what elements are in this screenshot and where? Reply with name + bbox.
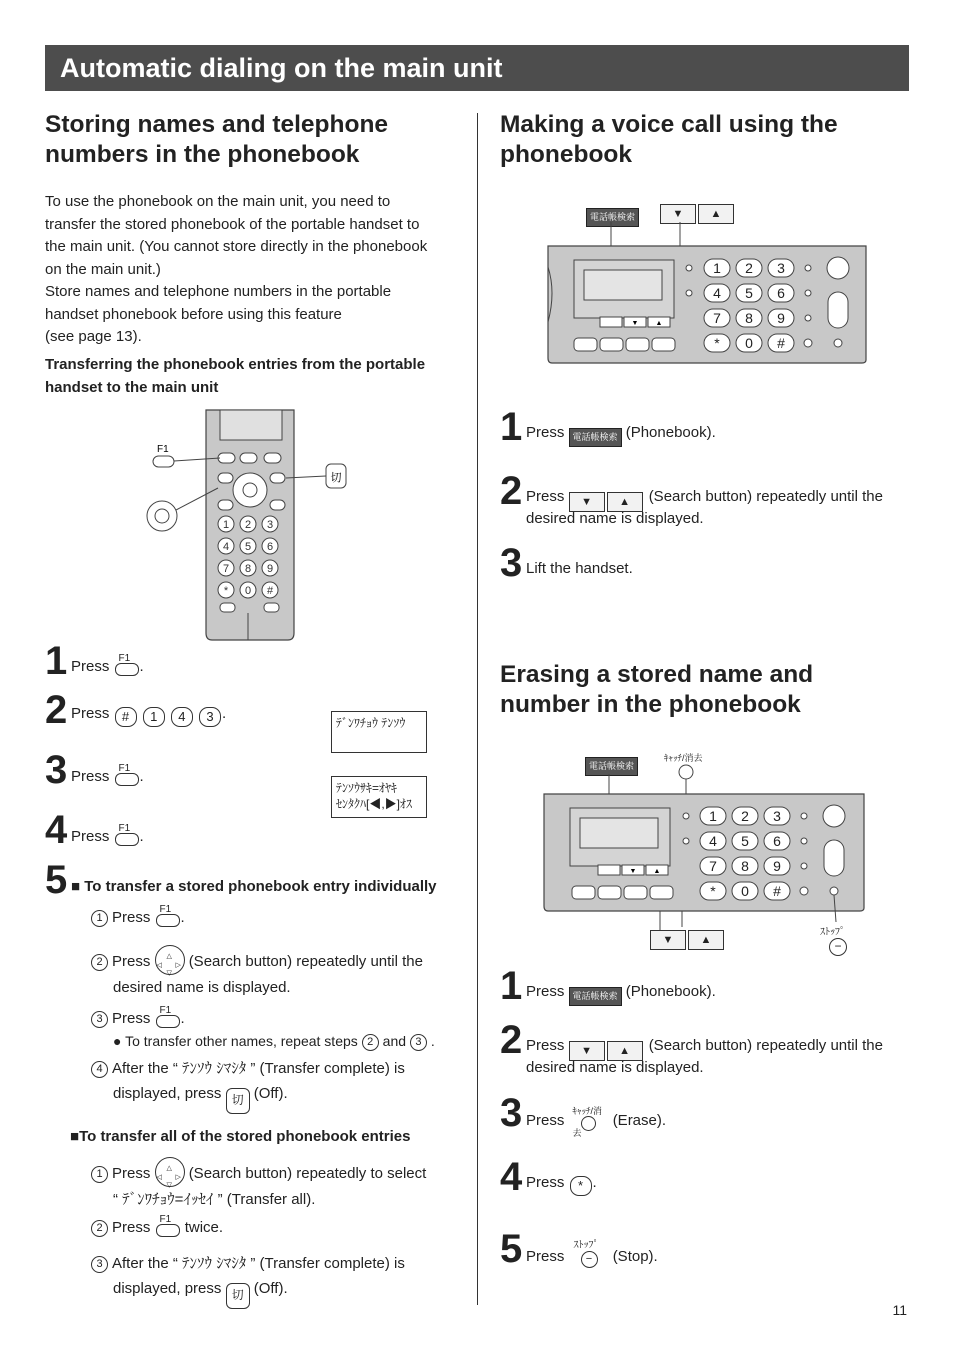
all-heading-text: To transfer all of the stored phonebook entries — [79, 1128, 411, 1145]
substep-number: 3 — [91, 1256, 108, 1273]
intro-line: To use the phonebook on the main unit, you need to — [45, 193, 391, 210]
catch-erase-label: ｷｬｯﾁ/消去 — [664, 753, 703, 763]
svg-text:9: 9 — [266, 563, 274, 575]
step-text — [526, 1240, 658, 1268]
search-down-label: ▼ — [650, 930, 686, 950]
svg-text:3: 3 — [777, 260, 785, 276]
search-down-label: ▼ — [569, 492, 605, 512]
intro-line: transfer the stored phonebook of the portable handset to — [45, 215, 420, 233]
substep — [91, 945, 461, 999]
search-up-label: ▲ — [607, 1041, 643, 1061]
svg-text:8: 8 — [244, 563, 252, 575]
step-number: 4 — [45, 808, 68, 852]
substep-suffix: . — [180, 909, 185, 926]
substep-number: 2 — [91, 954, 108, 971]
f1-button[interactable] — [114, 654, 140, 676]
stop-button[interactable]: ｽﾄｯﾌﾟ − — [569, 1244, 609, 1266]
svg-text:3: 3 — [266, 519, 274, 531]
f1-button[interactable] — [155, 1006, 181, 1028]
substep-note: ● To transfer other names, repeat steps 2 and 3 . — [113, 1033, 435, 1049]
step-number: 3 — [45, 748, 68, 792]
step-text: Press F1 . — [71, 764, 144, 788]
substep — [91, 1058, 461, 1114]
step-number: 3 — [500, 541, 523, 585]
search-up-label: ▲ — [698, 204, 734, 224]
svg-text:4: 4 — [713, 285, 721, 301]
step-text — [526, 981, 716, 1006]
step-suffix: (Search button) repeatedly until the — [648, 1037, 883, 1054]
step-number: 5 — [500, 1227, 523, 1271]
svg-text:▲: ▲ — [653, 868, 661, 875]
step-number: 1 — [500, 964, 523, 1008]
svg-text:1: 1 — [222, 519, 230, 531]
step-text — [526, 422, 716, 447]
substep-label: After the “ ﾃﾝｿｳ ｼﾏｼﾀ ” (Transfer complete) is — [112, 1255, 405, 1272]
phonebook-label: 電話帳検索 — [586, 208, 639, 227]
step-number: 2 — [45, 688, 68, 732]
step-label: Press — [526, 983, 565, 1000]
step-ref: 2 — [362, 1034, 379, 1051]
substep-suffix: . — [180, 1010, 185, 1027]
key-4[interactable]: 4 — [171, 707, 193, 727]
step-line2: desired name is displayed. — [526, 1059, 704, 1076]
intro-line: on the main unit.) — [45, 260, 161, 278]
search-button[interactable] — [569, 490, 645, 508]
substep-label: After the “ ﾃﾝｿｳ ｼﾏｼﾀ ” (Transfer complete) is — [112, 1060, 405, 1077]
svg-text:8: 8 — [741, 858, 749, 874]
step-label: Press — [526, 488, 565, 505]
individual-heading: To transfer a stored phonebook entry individually — [84, 878, 437, 895]
svg-text:#: # — [777, 335, 785, 351]
step-text — [526, 1106, 667, 1138]
step-text — [526, 1172, 597, 1196]
svg-text:7: 7 — [222, 563, 230, 575]
f1-button[interactable] — [114, 764, 140, 786]
intro-line: (see page 13). — [45, 328, 142, 345]
f1-label: F1 — [118, 763, 131, 774]
svg-text:5: 5 — [244, 541, 252, 553]
star-key[interactable]: * — [570, 1176, 592, 1196]
intro-line: the main unit. (You cannot store directly in the phonebook — [45, 238, 428, 255]
svg-text:#: # — [266, 585, 274, 597]
substep-label: Press — [112, 1219, 151, 1236]
off-button[interactable]: 切 — [226, 1283, 250, 1309]
note-and: and — [382, 1033, 407, 1049]
search-nav-button[interactable]: △ ▽ ◁ ▷ — [155, 945, 185, 975]
svg-text:5: 5 — [741, 833, 749, 849]
section-heading-erasing: Erasing a stored name and number in the phonebook — [500, 661, 814, 718]
substep-text: displayed, press — [113, 1085, 222, 1102]
substep-label: Press — [112, 953, 151, 970]
step-line2: desired name is displayed. — [526, 510, 704, 527]
svg-text:8: 8 — [745, 310, 753, 326]
intro-paragraph — [45, 191, 465, 349]
svg-text:#: # — [773, 883, 781, 899]
substep-number: 3 — [91, 1011, 108, 1028]
main-unit-illustration — [544, 222, 870, 367]
svg-text:▼: ▼ — [631, 320, 639, 327]
substep-number: 1 — [91, 1166, 108, 1183]
step-text — [526, 486, 906, 530]
lcd-line: ﾃﾝｿｳｻｷ=ｵﾔｷ — [336, 781, 398, 795]
step-label: Press — [526, 424, 565, 441]
substep-text: (Off). — [253, 1085, 288, 1102]
substep-line2: “ ﾃﾞﾝﾜﾁｮｳ=ｲｯｾｲ ” (Transfer all). — [113, 1191, 316, 1208]
svg-text:F1: F1 — [157, 444, 169, 455]
step-number: 5 — [45, 858, 68, 902]
substep-number: 4 — [91, 1061, 108, 1078]
svg-text:0: 0 — [745, 335, 753, 351]
svg-text:0: 0 — [244, 585, 252, 597]
svg-text:6: 6 — [266, 541, 274, 553]
step-label: Press — [526, 1037, 565, 1054]
svg-text:6: 6 — [773, 833, 781, 849]
substep-suffix: (Search button) repeatedly until the — [188, 953, 423, 970]
step-text — [526, 1035, 906, 1079]
column-divider — [477, 113, 478, 1305]
f1-button[interactable] — [155, 905, 181, 927]
step-number: 2 — [500, 469, 523, 513]
svg-text:4: 4 — [709, 833, 717, 849]
svg-text:9: 9 — [777, 310, 785, 326]
step-number: 3 — [500, 1091, 523, 1135]
f1-label: F1 — [159, 904, 172, 915]
off-button[interactable]: 切 — [226, 1088, 250, 1114]
svg-text:7: 7 — [709, 858, 717, 874]
substep-line2: desired name is displayed. — [113, 979, 291, 996]
substep-line2 — [91, 1083, 461, 1114]
lcd-display-1: ﾃﾞﾝﾜﾁｮｳ ﾃﾝｿｳ — [331, 711, 427, 753]
substep — [91, 905, 185, 929]
svg-text:6: 6 — [777, 285, 785, 301]
key-3[interactable]: 3 — [199, 707, 221, 727]
erase-button-label: ｷｬｯﾁ/消去 — [572, 1106, 603, 1138]
step-label: Press — [71, 705, 110, 722]
svg-text:7: 7 — [713, 310, 721, 326]
svg-text:*: * — [710, 883, 716, 899]
stop-button-callout: − — [829, 938, 847, 956]
svg-text:4: 4 — [222, 541, 230, 553]
step-label: Press — [71, 768, 110, 785]
section-heading-storing: Storing names and telephone numbers in the phonebook — [45, 111, 389, 168]
svg-text:1: 1 — [713, 260, 721, 276]
step-text: Press F1 . — [71, 824, 144, 848]
step-number: 2 — [500, 1018, 523, 1062]
subheading-line: Transferring the phonebook entries from the portable — [45, 356, 426, 373]
step-text: Lift the handset. — [526, 560, 633, 577]
intro-line: handset phonebook before using this feature — [45, 305, 342, 323]
transfer-subheading — [45, 354, 465, 399]
stop-label: ｽﾄｯﾌﾟ — [820, 927, 845, 938]
svg-text:3: 3 — [773, 808, 781, 824]
step-ref: 3 — [410, 1034, 427, 1051]
svg-text:0: 0 — [741, 883, 749, 899]
substep-text: (Off). — [253, 1280, 288, 1297]
f1-label: F1 — [118, 823, 131, 834]
step-suffix: (Stop). — [612, 1248, 658, 1265]
step-text: Press F1 . — [71, 654, 144, 678]
step-label: Press — [71, 658, 110, 675]
f1-label: F1 — [159, 1214, 172, 1225]
step-suffix: (Search button) repeatedly until the — [648, 488, 883, 505]
step-label: Press — [526, 1248, 565, 1265]
f1-button[interactable] — [114, 824, 140, 846]
substep-label: Press — [112, 909, 151, 926]
search-button[interactable] — [569, 1039, 645, 1057]
search-down-label: ▼ — [569, 1041, 605, 1061]
erase-button[interactable] — [569, 1106, 609, 1138]
substep — [91, 1215, 223, 1239]
svg-text:*: * — [223, 585, 229, 597]
svg-text:2: 2 — [741, 808, 749, 824]
f1-button[interactable] — [155, 1215, 181, 1237]
svg-text:2: 2 — [745, 260, 753, 276]
step-number: 1 — [500, 405, 523, 449]
substep-text: displayed, press — [113, 1280, 222, 1297]
step-number: 1 — [45, 639, 68, 683]
note-text: To transfer other names, repeat steps — [125, 1033, 358, 1049]
step-suffix: (Erase). — [612, 1112, 667, 1129]
substep-suffix: (Search button) repeatedly to select — [188, 1165, 427, 1182]
hash-key[interactable]: # — [115, 707, 137, 727]
substep — [91, 1157, 461, 1211]
substep-suffix: twice. — [184, 1219, 224, 1236]
substep-label: Press — [112, 1010, 151, 1027]
subheading-line: handset to the main unit — [45, 378, 219, 396]
phonebook-button[interactable]: 電話帳検索 — [569, 987, 622, 1006]
page-number: 11 — [892, 1302, 907, 1318]
lcd-line: ｾﾝﾀｸﾊ[◀,▶]ｵｽ — [336, 797, 413, 811]
step-suffix: (Phonebook). — [625, 424, 716, 441]
handset-illustration — [140, 408, 360, 644]
search-down-label: ▼ — [660, 204, 696, 224]
search-up-label: ▲ — [688, 930, 724, 950]
svg-text:9: 9 — [773, 858, 781, 874]
svg-text:▼: ▼ — [629, 868, 637, 875]
search-button-callout — [660, 204, 736, 222]
svg-text:2: 2 — [244, 519, 252, 531]
substep-number: 1 — [91, 910, 108, 927]
substep-label: Press — [112, 1165, 151, 1182]
step-label: Press — [526, 1174, 565, 1191]
substep — [91, 1253, 461, 1309]
lcd-display-2 — [331, 776, 427, 818]
key-1[interactable]: 1 — [143, 707, 165, 727]
step-suffix: . — [592, 1174, 597, 1191]
substep — [91, 1006, 461, 1052]
svg-text:▲: ▲ — [655, 320, 663, 327]
svg-text:切: 切 — [330, 472, 342, 484]
substep-number: 2 — [91, 1220, 108, 1237]
step-text: Press # 1 4 3 . — [71, 703, 226, 727]
step-label: Press — [526, 1112, 565, 1129]
svg-text:*: * — [714, 335, 720, 351]
stop-button-label: ｽﾄｯﾌﾟ — [573, 1240, 599, 1251]
search-up-label: ▲ — [607, 492, 643, 512]
intro-line: Store names and telephone numbers in the portable — [45, 283, 392, 300]
step-text: ■ To transfer a stored phonebook entry individually — [71, 878, 437, 895]
step-label: Press — [71, 828, 110, 845]
f1-label: F1 — [118, 653, 131, 664]
step-number: 4 — [500, 1155, 523, 1199]
svg-text:5: 5 — [745, 285, 753, 301]
phonebook-label: 電話帳検索 — [585, 757, 638, 776]
substep-line2 — [91, 1278, 461, 1309]
page-banner: Automatic dialing on the main unit — [45, 45, 909, 91]
search-nav-button[interactable]: △ ▽ ◁ ▷ — [155, 1157, 185, 1187]
search-button-callout — [650, 930, 726, 948]
section-heading-voice-call: Making a voice call using the phonebook — [500, 111, 838, 168]
all-heading: ■To transfer all of the stored phonebook entries — [70, 1128, 411, 1145]
svg-text:1: 1 — [709, 808, 717, 824]
phonebook-button[interactable]: 電話帳検索 — [569, 428, 622, 447]
f1-label: F1 — [159, 1005, 172, 1016]
step-suffix: (Phonebook). — [625, 983, 716, 1000]
